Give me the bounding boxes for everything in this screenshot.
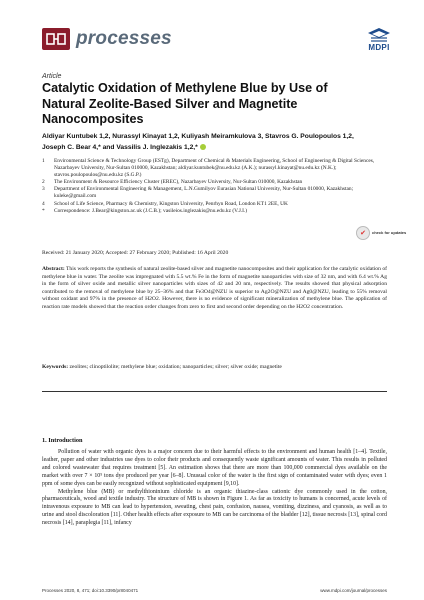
- mdpi-emblem-icon: [368, 28, 390, 42]
- body-paragraph: Methylene blue (MB) or methylthioninium chloride is an organic thiazine-class cationic dye commonly used in the cotton, pharmaceuticals, wood and textile industry. The structure of MB is shown in Figure 1. As far as toxicity to humans is concerned, acute levels of intravenous exposure to MB can lead to hypertension, sweating, chest pain, confusion, nausea, vomiting, dizziness, and cyanosis, as well as to urine and stool discoloration [11]. Other health effects after exposure to MB can be carcinoma of the bladder [12], tissue necrosis [13], spinal cord necrosis [14], paraplegia [11], infancy: [42, 488, 387, 527]
- abstract-label: Abstract:: [42, 266, 65, 272]
- journal-name: processes: [76, 28, 172, 49]
- affiliation-number: 3: [42, 186, 45, 193]
- article-type: Article: [42, 73, 62, 80]
- author-line: [42, 131, 392, 142]
- keywords: [42, 364, 387, 372]
- mdpi-wordmark: MDPI: [368, 43, 390, 52]
- check-for-updates-badge[interactable]: [356, 226, 406, 240]
- affiliation-item: [42, 201, 392, 208]
- affiliation-item: [42, 158, 392, 179]
- keywords-label: Keywords:: [42, 364, 69, 370]
- keywords-text: zeolites; clinoptilolite; methylene blue; oxidation; nanoparticles; silver; silver oxide; magnetite: [69, 364, 282, 370]
- affiliation-item: [42, 186, 392, 200]
- orcid-icon[interactable]: [200, 144, 206, 150]
- mdpi-logo: [368, 28, 390, 52]
- affiliation-number: 2: [42, 179, 45, 186]
- affiliations: [42, 158, 392, 215]
- processes-logo-icon: [42, 28, 70, 50]
- introduction-body: [42, 449, 387, 528]
- affiliation-number: 1: [42, 158, 45, 164]
- correspondence-text: Correspondence: J.Bear@kingston.ac.uk (J.C.B.); vasileios.inglezakis@nu.edu.kz (V.J.I.): [54, 207, 248, 214]
- abstract: [42, 266, 387, 312]
- journal-url[interactable]: www.mdpi.com/journal/processes: [320, 588, 387, 593]
- body-paragraph: Pollution of water with organic dyes is a major concern due to their harmful effects to the environment and human health [1–4]. Textile, leather, paper and other industries use dyes to color their products and consequently waste significant amounts of water. This results in polluted and colored wastewater that requires treatment [5]. An estimation shows that there are more than 100,000 commercial dyes available on the market with over 7 × 10⁵ tons dye produced per year [6–8]. Unusual color of the water is the first sign of contaminated water with dyes; even 1 ppm of some dyes can be easily recognized without sophisticated equipment [9,10].: [42, 449, 387, 487]
- citation-doi[interactable]: Processes 2020, 8, 471; doi:10.3390/pr8040471: [42, 588, 139, 593]
- affiliation-text: Environmental Science & Technology Group (ESTg), Department of Chemical & Materials Engineering, School of Engineering & Digital Sciences, Nazarbayev University, Nur-Sultan 010000, Kazakhstan; aldiyar.kuntubek@nu.edu.kz (A.K.); nurassyl.kinayat@nu.edu.kz (N.K.); stavros.poulopoulos@nu.edu.kz (S.G.P.): [54, 158, 375, 179]
- section-heading: 1. Introduction: [42, 437, 83, 444]
- author-list: [42, 131, 392, 153]
- author-line-text[interactable]: Joseph C. Bear 4,* and Vassilis J. Inglezakis 1,2,*: [42, 144, 198, 152]
- affiliation-number: 4: [42, 200, 45, 207]
- affiliation-number: *: [42, 207, 45, 214]
- affiliation-item: [42, 208, 392, 215]
- abstract-text: This work reports the synthesis of natural zeolite-based silver and magnetite nanocomposites and their application for the catalytic oxidation of methylene blue in water. The zeolite was impregnated with 5.5 wt.% Fe in the form of magnetite nanoparticles with size of 32 nm, and with 6.4 wt.% Ag in the form of silver oxide and metallic silver nanoparticles with sizes of 42 and 20 nm, respectively. The results showed that physical adsorption contributed to the removal of methylene blue by 25–36% and that Fe3O4@NZU is superior to Ag2O@NZU and Ag0@NZU, leading to 55% removal without oxidant and 97% in the presence of H2O2. However, there is no evidence of significant mineralization of methylene blue. The application of reaction rate models showed that the reaction order changes from zero to first and second order depending on the H2O2 concentration.: [42, 266, 387, 310]
- journal-logo: [42, 28, 172, 50]
- author-line: [42, 142, 392, 153]
- check-updates-icon: ✔: [356, 226, 370, 240]
- page-footer: [42, 588, 387, 593]
- affiliation-text: Department of Environmental Engineering & Management, L.N.Gumilyov Eurasian National University, Nur-Sultan 010000, Kazakhstan; kuleke@gmail.com: [54, 186, 354, 200]
- check-updates-label: check for updates: [372, 229, 407, 235]
- affiliation-text: School of Life Science, Pharmacy & Chemistry, Kingston University, Penrhyn Road, London KT1 2EE, UK: [54, 200, 288, 207]
- author-line-text[interactable]: Aldiyar Kuntubek 1,2, Nurassyl Kinayat 1,2, Kuliyash Meiramkulova 3, Stavros G. Poulopoulos 1,2,: [42, 133, 354, 140]
- article-title: Catalytic Oxidation of Methylene Blue by Use of Natural Zeolite-Based Silver and Magnetite Nanocomposites: [42, 81, 328, 126]
- section-divider: [42, 391, 387, 392]
- affiliation-text: The Environment & Resource Efficiency Cluster (EREC), Nazarbayev University, Nur-Sultan 010000, Kazakhstan: [54, 179, 303, 186]
- publication-dates: Received: 21 January 2020; Accepted: 27 February 2020; Published: 16 April 2020: [42, 250, 229, 256]
